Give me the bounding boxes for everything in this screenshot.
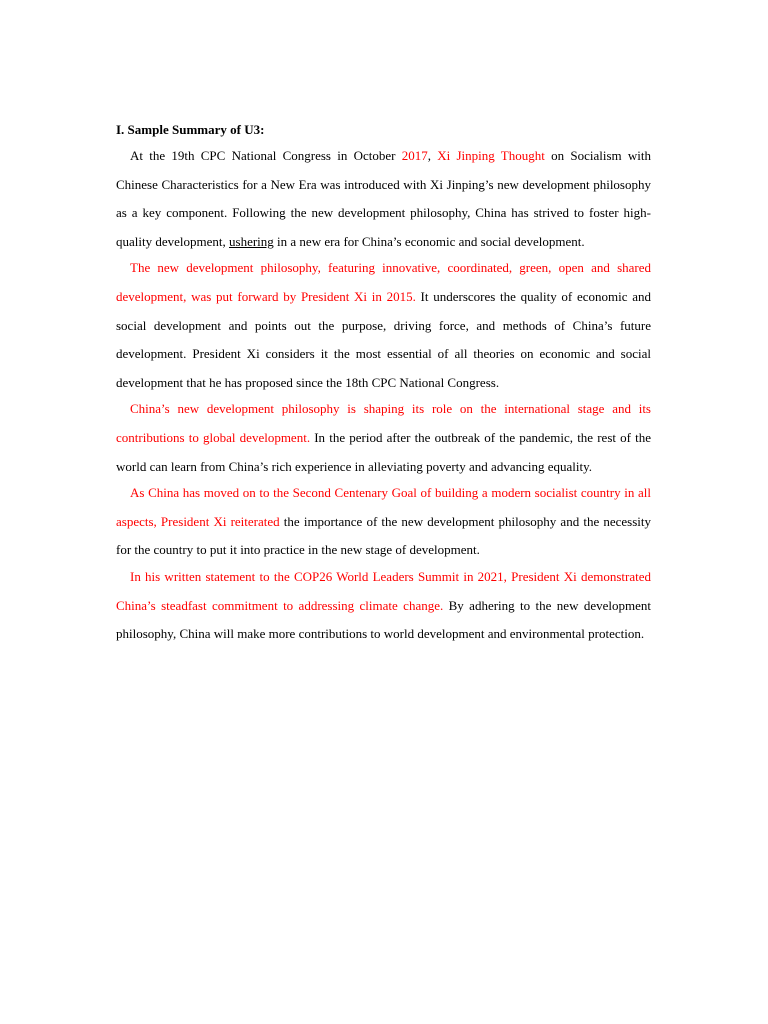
highlighted-sentence: China’s new development philosophy is shaping its role on the international stage and its contributions to global development. bbox=[116, 401, 651, 445]
text-segment: the importance of the new development philosophy and the necessity for the country to put it into practice in the new stage of development. bbox=[116, 513, 651, 558]
text-segment: In the period after the outbreak of the pandemic, the rest of the world can learn from China’s rich experience in alleviating poverty and advancing equality. bbox=[116, 429, 652, 474]
highlighted-sentence: As China has moved on to the Second Centenary Goal of building a modern socialist country in all aspects, President Xi reiterated bbox=[116, 485, 651, 529]
text-segment: It underscores the quality of economic and social development and points out the purpose, driving force, and methods of China’s future development. President Xi considers it the most essential of all theories on economic and social development that he has proposed since the 18th CPC National Congress. bbox=[116, 288, 651, 390]
paragraph-2 bbox=[116, 254, 651, 397]
paragraph-4 bbox=[116, 479, 651, 565]
document-page bbox=[116, 118, 651, 647]
highlighted-sentence: The new development philosophy, featuring innovative, coordinated, green, open and shared development, was put forward by President Xi in 2015. bbox=[116, 260, 651, 304]
text-segment: in a new era for China’s economic and social development. bbox=[273, 233, 585, 249]
text-segment: At the 19th CPC National Congress in October bbox=[130, 148, 402, 163]
highlighted-year: 2017 bbox=[401, 148, 428, 163]
highlighted-term: Xi Jinping Thought bbox=[437, 148, 545, 163]
paragraph-1 bbox=[116, 142, 651, 256]
text-segment: on Socialism with Chinese Characteristics for a New Era was introduced with Xi Jinping’s new development philosophy as a key component. Following the new development philosophy, China has strived to foster high-quality development, bbox=[116, 148, 652, 249]
highlighted-sentence: In his written statement to the COP26 World Leaders Summit in 2021, President Xi demonstrated China’s steadfast commitment to addressing climate change. bbox=[116, 568, 651, 613]
underlined-word: ushering bbox=[229, 233, 274, 249]
paragraph-3 bbox=[116, 395, 651, 481]
paragraph-5 bbox=[116, 563, 651, 649]
section-heading: I. Sample Summary of U3: bbox=[116, 122, 265, 137]
text-segment: By adhering to the new development philosophy, China will make more contributions to world development and environmental protection. bbox=[116, 597, 651, 642]
text-segment: , bbox=[427, 148, 438, 163]
